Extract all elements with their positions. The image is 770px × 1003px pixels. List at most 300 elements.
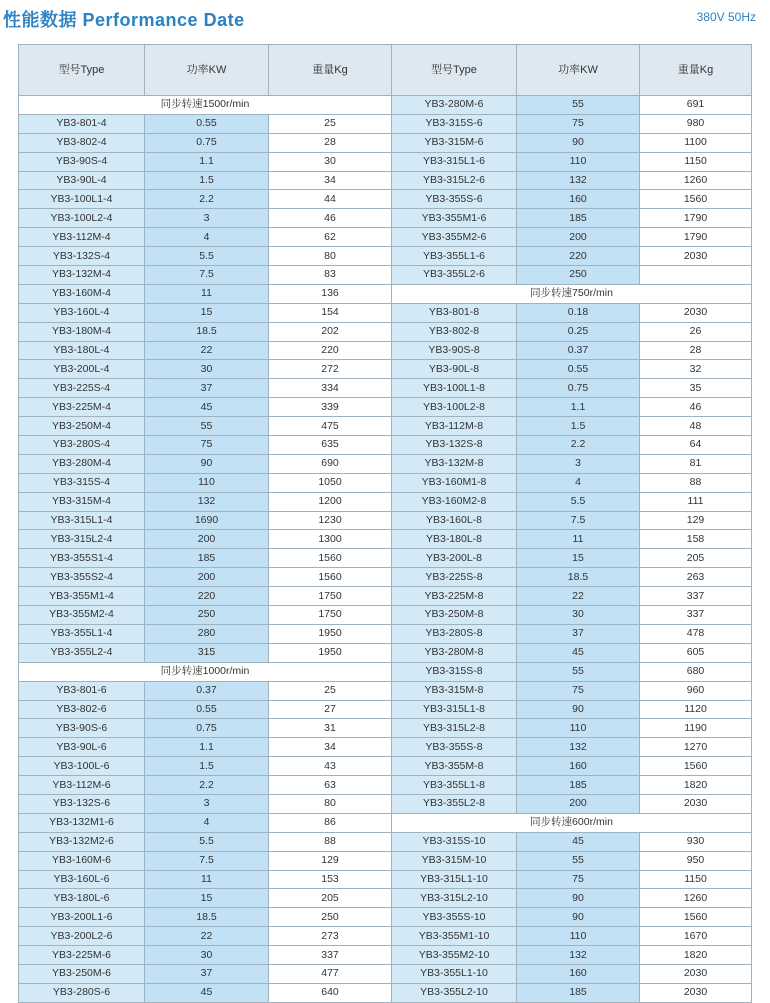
- weight-cell-left: 88: [269, 832, 392, 851]
- power-cell-right: 200: [517, 794, 640, 813]
- weight-cell-left: 43: [269, 757, 392, 776]
- model-cell-left: YB3-100L2-4: [19, 209, 145, 228]
- power-cell-right: 185: [517, 209, 640, 228]
- table-row: [19, 303, 752, 322]
- table-row: [19, 133, 752, 152]
- model-cell-right: YB3-355S-6: [392, 190, 517, 209]
- power-cell-right: 160: [517, 964, 640, 983]
- power-cell-right: 75: [517, 870, 640, 889]
- model-cell-right: YB3-180L-8: [392, 530, 517, 549]
- power-cell-left: 4: [145, 813, 269, 832]
- weight-cell-right: 1260: [640, 889, 752, 908]
- table-row: [19, 719, 752, 738]
- table-row: [19, 473, 752, 492]
- power-cell-right: 110: [517, 927, 640, 946]
- table-row: [19, 776, 752, 795]
- weight-cell-right: 691: [640, 96, 752, 115]
- power-cell-right: 0.18: [517, 303, 640, 322]
- section-header-left: 同步转速1000r/min: [19, 662, 392, 681]
- model-cell-right: YB3-315M-8: [392, 681, 517, 700]
- weight-cell-right: 1560: [640, 190, 752, 209]
- model-cell-left: YB3-180L-6: [19, 889, 145, 908]
- power-cell-right: 220: [517, 247, 640, 266]
- model-cell-right: YB3-355M1-6: [392, 209, 517, 228]
- model-cell-left: YB3-132M-4: [19, 266, 145, 285]
- power-cell-left: 7.5: [145, 266, 269, 285]
- model-cell-right: YB3-355L1-10: [392, 964, 517, 983]
- table-row: [19, 492, 752, 511]
- weight-cell-right: 1820: [640, 776, 752, 795]
- weight-cell-left: 1560: [269, 549, 392, 568]
- power-cell-right: 30: [517, 606, 640, 625]
- model-cell-right: YB3-160L-8: [392, 511, 517, 530]
- weight-cell-right: 930: [640, 832, 752, 851]
- power-cell-right: 90: [517, 908, 640, 927]
- weight-cell-right: 1560: [640, 908, 752, 927]
- model-cell-right: YB3-132M-8: [392, 454, 517, 473]
- table-row: [19, 530, 752, 549]
- power-cell-left: 185: [145, 549, 269, 568]
- model-cell-right: YB3-100L2-8: [392, 398, 517, 417]
- model-cell-left: YB3-315M-4: [19, 492, 145, 511]
- model-cell-left: YB3-250M-4: [19, 417, 145, 436]
- model-cell-left: YB3-801-4: [19, 114, 145, 133]
- power-cell-left: 220: [145, 587, 269, 606]
- model-cell-left: YB3-132S-6: [19, 794, 145, 813]
- weight-cell-right: 129: [640, 511, 752, 530]
- weight-cell-left: 635: [269, 436, 392, 455]
- model-cell-right: YB3-355M1-10: [392, 927, 517, 946]
- weight-cell-left: 273: [269, 927, 392, 946]
- power-cell-left: 18.5: [145, 908, 269, 927]
- table-row: [19, 908, 752, 927]
- weight-cell-left: 339: [269, 398, 392, 417]
- power-cell-left: 18.5: [145, 322, 269, 341]
- power-cell-left: 0.75: [145, 133, 269, 152]
- table-row: [19, 209, 752, 228]
- power-cell-left: 30: [145, 360, 269, 379]
- power-cell-right: 110: [517, 152, 640, 171]
- weight-cell-left: 129: [269, 851, 392, 870]
- model-cell-right: YB3-160M2-8: [392, 492, 517, 511]
- model-cell-right: YB3-112M-8: [392, 417, 517, 436]
- weight-cell-left: 337: [269, 946, 392, 965]
- weight-cell-right: 980: [640, 114, 752, 133]
- performance-table-body: [19, 45, 752, 1003]
- weight-cell-right: 2030: [640, 983, 752, 1002]
- weight-cell-right: 46: [640, 398, 752, 417]
- model-cell-right: YB3-315L1-8: [392, 700, 517, 719]
- power-cell-left: 90: [145, 454, 269, 473]
- power-cell-right: 4: [517, 473, 640, 492]
- table-row: [19, 964, 752, 983]
- weight-cell-left: 80: [269, 247, 392, 266]
- weight-cell-right: 2030: [640, 247, 752, 266]
- power-cell-right: 185: [517, 983, 640, 1002]
- weight-cell-left: 25: [269, 114, 392, 133]
- power-cell-left: 315: [145, 643, 269, 662]
- power-cell-left: 0.55: [145, 114, 269, 133]
- model-cell-left: YB3-225M-6: [19, 946, 145, 965]
- power-cell-left: 5.5: [145, 832, 269, 851]
- weight-cell-right: 960: [640, 681, 752, 700]
- weight-cell-right: 81: [640, 454, 752, 473]
- model-cell-right: YB3-280M-8: [392, 643, 517, 662]
- table-row: [19, 700, 752, 719]
- weight-cell-right: 35: [640, 379, 752, 398]
- model-cell-left: YB3-132M1-6: [19, 813, 145, 832]
- table-row: [19, 436, 752, 455]
- weight-cell-left: 1560: [269, 568, 392, 587]
- power-cell-left: 11: [145, 284, 269, 303]
- weight-cell-left: 205: [269, 889, 392, 908]
- model-cell-left: YB3-90S-6: [19, 719, 145, 738]
- model-cell-left: YB3-90L-4: [19, 171, 145, 190]
- section-header-right: 同步转速600r/min: [392, 813, 752, 832]
- power-cell-left: 45: [145, 983, 269, 1002]
- weight-cell-left: 30: [269, 152, 392, 171]
- power-cell-right: 55: [517, 662, 640, 681]
- weight-cell-left: 153: [269, 870, 392, 889]
- model-cell-right: YB3-225M-8: [392, 587, 517, 606]
- weight-cell-right: 64: [640, 436, 752, 455]
- model-cell-left: YB3-280M-4: [19, 454, 145, 473]
- weight-cell-right: 1260: [640, 171, 752, 190]
- model-cell-left: YB3-132S-4: [19, 247, 145, 266]
- model-cell-right: YB3-355L2-8: [392, 794, 517, 813]
- weight-cell-left: 475: [269, 417, 392, 436]
- weight-cell-left: 28: [269, 133, 392, 152]
- weight-cell-right: 1120: [640, 700, 752, 719]
- power-cell-right: 15: [517, 549, 640, 568]
- power-cell-right: 75: [517, 114, 640, 133]
- header-kg-left: 重量Kg: [269, 45, 392, 96]
- power-cell-left: 30: [145, 946, 269, 965]
- power-cell-right: 45: [517, 832, 640, 851]
- weight-cell-right: 1670: [640, 927, 752, 946]
- model-cell-left: YB3-801-6: [19, 681, 145, 700]
- weight-cell-left: 83: [269, 266, 392, 285]
- power-cell-left: 22: [145, 341, 269, 360]
- weight-cell-left: 136: [269, 284, 392, 303]
- power-cell-left: 110: [145, 473, 269, 492]
- weight-cell-right: 2030: [640, 794, 752, 813]
- model-cell-left: YB3-355L1-4: [19, 624, 145, 643]
- weight-cell-left: 1950: [269, 624, 392, 643]
- power-cell-right: 1.5: [517, 417, 640, 436]
- model-cell-left: YB3-802-6: [19, 700, 145, 719]
- header-kw-left: 功率KW: [145, 45, 269, 96]
- power-cell-left: 11: [145, 870, 269, 889]
- power-cell-left: 2.2: [145, 190, 269, 209]
- table-row: [19, 738, 752, 757]
- weight-cell-left: 1200: [269, 492, 392, 511]
- power-cell-left: 3: [145, 209, 269, 228]
- power-cell-left: 1.5: [145, 757, 269, 776]
- header-type-left: 型号Type: [19, 45, 145, 96]
- model-cell-right: YB3-355L2-10: [392, 983, 517, 1002]
- weight-cell-right: 1790: [640, 209, 752, 228]
- power-cell-right: 5.5: [517, 492, 640, 511]
- weight-cell-right: 605: [640, 643, 752, 662]
- model-cell-left: YB3-250M-6: [19, 964, 145, 983]
- power-cell-left: 45: [145, 398, 269, 417]
- power-cell-right: 132: [517, 738, 640, 757]
- frequency-label: 380V 50Hz: [696, 10, 756, 24]
- weight-cell-left: 31: [269, 719, 392, 738]
- table-row: [19, 171, 752, 190]
- weight-cell-right: 1150: [640, 870, 752, 889]
- model-cell-right: YB3-355M-8: [392, 757, 517, 776]
- header-kw-right: 功率KW: [517, 45, 640, 96]
- power-cell-left: 37: [145, 379, 269, 398]
- weight-cell-left: 27: [269, 700, 392, 719]
- table-row: [19, 927, 752, 946]
- model-cell-right: YB3-315M-10: [392, 851, 517, 870]
- model-cell-right: YB3-280M-6: [392, 96, 517, 115]
- model-cell-right: YB3-315L2-8: [392, 719, 517, 738]
- weight-cell-left: 86: [269, 813, 392, 832]
- model-cell-left: YB3-160L-6: [19, 870, 145, 889]
- model-cell-right: YB3-315L1-10: [392, 870, 517, 889]
- table-header-row: [19, 45, 752, 96]
- power-cell-left: 75: [145, 436, 269, 455]
- table-row: [19, 454, 752, 473]
- model-cell-right: YB3-90L-8: [392, 360, 517, 379]
- model-cell-right: YB3-90S-8: [392, 341, 517, 360]
- weight-cell-left: 272: [269, 360, 392, 379]
- model-cell-left: YB3-160M-6: [19, 851, 145, 870]
- power-cell-left: 37: [145, 964, 269, 983]
- power-cell-left: 5.5: [145, 247, 269, 266]
- weight-cell-left: 250: [269, 908, 392, 927]
- model-cell-left: YB3-132M2-6: [19, 832, 145, 851]
- model-cell-right: YB3-315S-6: [392, 114, 517, 133]
- power-cell-left: 0.55: [145, 700, 269, 719]
- model-cell-right: YB3-355M2-6: [392, 228, 517, 247]
- power-cell-left: 1690: [145, 511, 269, 530]
- power-cell-left: 132: [145, 492, 269, 511]
- table-row: [19, 247, 752, 266]
- table-row: [19, 946, 752, 965]
- table-row: [19, 813, 752, 832]
- weight-cell-right: 205: [640, 549, 752, 568]
- model-cell-left: YB3-180M-4: [19, 322, 145, 341]
- power-cell-left: 2.2: [145, 776, 269, 795]
- section-header-right: 同步转速750r/min: [392, 284, 752, 303]
- weight-cell-left: 46: [269, 209, 392, 228]
- weight-cell-left: 334: [269, 379, 392, 398]
- power-cell-left: 0.75: [145, 719, 269, 738]
- page-title: [3, 6, 245, 32]
- table-row: [19, 870, 752, 889]
- weight-cell-left: 1950: [269, 643, 392, 662]
- power-cell-right: 55: [517, 851, 640, 870]
- table-row: [19, 851, 752, 870]
- table-row: [19, 606, 752, 625]
- model-cell-left: YB3-100L1-4: [19, 190, 145, 209]
- model-cell-right: YB3-100L1-8: [392, 379, 517, 398]
- power-cell-left: 200: [145, 568, 269, 587]
- model-cell-left: YB3-90S-4: [19, 152, 145, 171]
- power-cell-right: 90: [517, 700, 640, 719]
- weight-cell-right: 111: [640, 492, 752, 511]
- weight-cell-left: 62: [269, 228, 392, 247]
- weight-cell-right: 337: [640, 606, 752, 625]
- power-cell-right: 90: [517, 133, 640, 152]
- weight-cell-right: 1820: [640, 946, 752, 965]
- power-cell-right: 22: [517, 587, 640, 606]
- performance-table: [18, 44, 752, 1003]
- table-row: [19, 983, 752, 1002]
- table-row: [19, 549, 752, 568]
- table-row: [19, 266, 752, 285]
- model-cell-left: YB3-112M-6: [19, 776, 145, 795]
- power-cell-right: 250: [517, 266, 640, 285]
- model-cell-left: YB3-280S-4: [19, 436, 145, 455]
- model-cell-right: YB3-355M2-10: [392, 946, 517, 965]
- model-cell-right: YB3-315L2-10: [392, 889, 517, 908]
- table-row: [19, 643, 752, 662]
- model-cell-left: YB3-225S-4: [19, 379, 145, 398]
- table-row: [19, 662, 752, 681]
- table-row: [19, 96, 752, 115]
- power-cell-left: 1.1: [145, 738, 269, 757]
- weight-cell-right: 950: [640, 851, 752, 870]
- table-row: [19, 757, 752, 776]
- power-cell-right: 132: [517, 171, 640, 190]
- power-cell-right: 110: [517, 719, 640, 738]
- model-cell-left: YB3-280S-6: [19, 983, 145, 1002]
- power-cell-left: 200: [145, 530, 269, 549]
- table-row: [19, 889, 752, 908]
- model-cell-left: YB3-200L2-6: [19, 927, 145, 946]
- weight-cell-right: 337: [640, 587, 752, 606]
- power-cell-left: 3: [145, 794, 269, 813]
- weight-cell-right: 48: [640, 417, 752, 436]
- power-cell-right: 45: [517, 643, 640, 662]
- power-cell-left: 22: [145, 927, 269, 946]
- power-cell-left: 250: [145, 606, 269, 625]
- weight-cell-left: 640: [269, 983, 392, 1002]
- table-row: [19, 511, 752, 530]
- model-cell-left: YB3-200L-4: [19, 360, 145, 379]
- table-row: [19, 284, 752, 303]
- weight-cell-left: 44: [269, 190, 392, 209]
- weight-cell-left: 690: [269, 454, 392, 473]
- table-row: [19, 398, 752, 417]
- model-cell-right: YB3-280S-8: [392, 624, 517, 643]
- model-cell-right: YB3-132S-8: [392, 436, 517, 455]
- power-cell-right: 75: [517, 681, 640, 700]
- power-cell-right: 90: [517, 889, 640, 908]
- model-cell-right: YB3-315L1-6: [392, 152, 517, 171]
- performance-table-wrapper: [18, 44, 752, 1003]
- weight-cell-left: 1750: [269, 587, 392, 606]
- table-row: [19, 360, 752, 379]
- weight-cell-right: 1790: [640, 228, 752, 247]
- weight-cell-right: 88: [640, 473, 752, 492]
- model-cell-right: YB3-225S-8: [392, 568, 517, 587]
- power-cell-left: 55: [145, 417, 269, 436]
- power-cell-left: 1.5: [145, 171, 269, 190]
- model-cell-left: YB3-355L2-4: [19, 643, 145, 662]
- weight-cell-right: 2030: [640, 964, 752, 983]
- power-cell-right: 160: [517, 190, 640, 209]
- power-cell-right: 200: [517, 228, 640, 247]
- weight-cell-left: 80: [269, 794, 392, 813]
- power-cell-right: 0.55: [517, 360, 640, 379]
- weight-cell-left: 477: [269, 964, 392, 983]
- power-cell-right: 55: [517, 96, 640, 115]
- weight-cell-right: 1560: [640, 757, 752, 776]
- weight-cell-right: 26: [640, 322, 752, 341]
- power-cell-right: 7.5: [517, 511, 640, 530]
- model-cell-left: YB3-315L1-4: [19, 511, 145, 530]
- weight-cell-right: 1100: [640, 133, 752, 152]
- power-cell-right: 3: [517, 454, 640, 473]
- model-cell-right: YB3-250M-8: [392, 606, 517, 625]
- table-row: [19, 152, 752, 171]
- model-cell-left: YB3-315L2-4: [19, 530, 145, 549]
- table-row: [19, 681, 752, 700]
- power-cell-right: 1.1: [517, 398, 640, 417]
- weight-cell-left: 34: [269, 171, 392, 190]
- weight-cell-right: 680: [640, 662, 752, 681]
- header-type-right: 型号Type: [392, 45, 517, 96]
- table-row: [19, 114, 752, 133]
- weight-cell-left: 1750: [269, 606, 392, 625]
- table-row: [19, 190, 752, 209]
- model-cell-left: YB3-160M-4: [19, 284, 145, 303]
- model-cell-left: YB3-355S2-4: [19, 568, 145, 587]
- power-cell-left: 7.5: [145, 851, 269, 870]
- model-cell-right: YB3-315S-8: [392, 662, 517, 681]
- weight-cell-right: 2030: [640, 303, 752, 322]
- table-row: [19, 587, 752, 606]
- model-cell-right: YB3-355L1-6: [392, 247, 517, 266]
- model-cell-right: YB3-200L-8: [392, 549, 517, 568]
- power-cell-left: 15: [145, 303, 269, 322]
- model-cell-right: YB3-801-8: [392, 303, 517, 322]
- model-cell-left: YB3-112M-4: [19, 228, 145, 247]
- weight-cell-right: 1270: [640, 738, 752, 757]
- model-cell-left: YB3-180L-4: [19, 341, 145, 360]
- weight-cell-left: 34: [269, 738, 392, 757]
- table-row: [19, 568, 752, 587]
- model-cell-left: YB3-315S-4: [19, 473, 145, 492]
- model-cell-left: YB3-200L1-6: [19, 908, 145, 927]
- table-row: [19, 322, 752, 341]
- weight-cell-left: 220: [269, 341, 392, 360]
- weight-cell-left: 1300: [269, 530, 392, 549]
- model-cell-left: YB3-355S1-4: [19, 549, 145, 568]
- weight-cell-right: 478: [640, 624, 752, 643]
- power-cell-right: 37: [517, 624, 640, 643]
- model-cell-right: YB3-355S-8: [392, 738, 517, 757]
- model-cell-right: YB3-355S-10: [392, 908, 517, 927]
- power-cell-right: 160: [517, 757, 640, 776]
- weight-cell-right: [640, 266, 752, 285]
- model-cell-right: YB3-160M1-8: [392, 473, 517, 492]
- table-row: [19, 379, 752, 398]
- weight-cell-right: 32: [640, 360, 752, 379]
- model-cell-right: YB3-315M-6: [392, 133, 517, 152]
- table-row: [19, 228, 752, 247]
- power-cell-left: 0.37: [145, 681, 269, 700]
- model-cell-left: YB3-100L-6: [19, 757, 145, 776]
- model-cell-left: YB3-802-4: [19, 133, 145, 152]
